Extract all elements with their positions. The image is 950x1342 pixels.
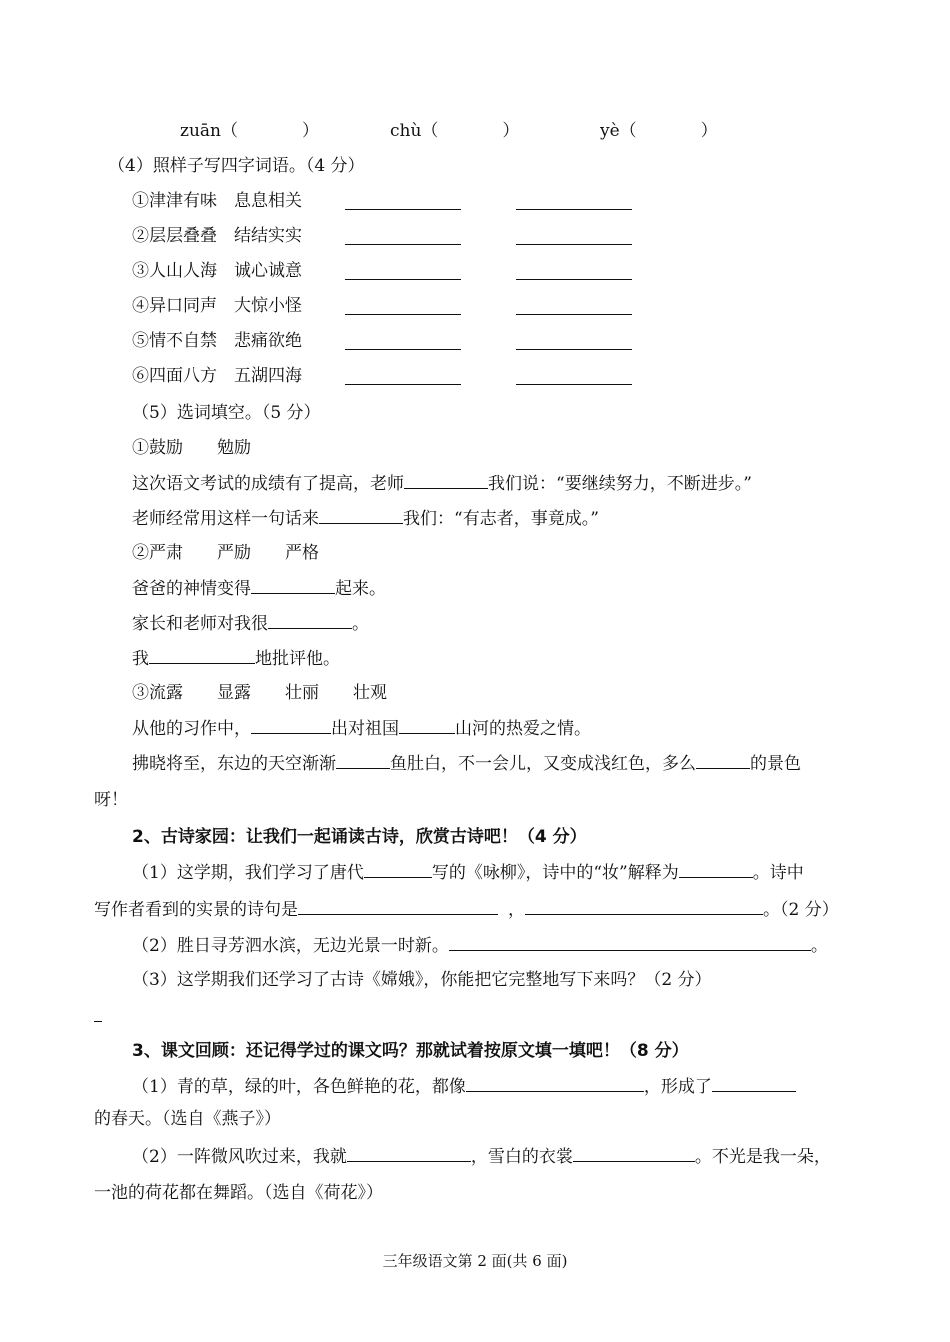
q5-title: （5）选词填空。（5 分） [132, 403, 321, 423]
pinyin-1-close: ） [302, 121, 319, 141]
pinyin-2-close: ） [502, 121, 520, 141]
text: 起来。 [335, 579, 386, 599]
q5-sentence-5 [132, 647, 340, 670]
text: 。诗中 [752, 863, 804, 883]
text: 。 [810, 936, 828, 956]
q4-row-label: ⑤情不自禁 悲痛欲绝 [132, 331, 302, 351]
text: ，雪白的衣裳 [470, 1147, 573, 1167]
q4-row [132, 365, 302, 387]
sec3-q1-cont: 的春天。（选自《燕子》） [94, 1109, 281, 1129]
answer-blank[interactable] [516, 314, 632, 315]
answer-blank[interactable] [696, 752, 750, 769]
answer-blank[interactable] [399, 717, 455, 734]
text: 老师经常用这样一句话来 [132, 509, 319, 529]
text: 的景色 [750, 754, 801, 774]
sec3-q2 [132, 1145, 831, 1168]
answer-blank[interactable] [336, 752, 390, 769]
pinyin-1: zuān（ [180, 121, 238, 141]
answer-blank[interactable] [404, 472, 488, 489]
text: 拂晓将至，东边的天空渐渐 [132, 754, 336, 774]
q5-sentence-7 [132, 752, 801, 775]
section-2-title: 2、古诗家园：让我们一起诵读古诗，欣赏古诗吧！（4 分） [132, 827, 587, 847]
q4-row-label: ⑥四面八方 五湖四海 [132, 366, 302, 386]
answer-blank[interactable] [525, 898, 763, 915]
answer-blank[interactable] [466, 1075, 644, 1092]
text: 。 [352, 614, 369, 634]
answer-blank[interactable] [345, 349, 461, 350]
answer-blank[interactable] [516, 349, 632, 350]
text: （2）一阵微风吹过来，我就 [132, 1147, 347, 1167]
answer-blank[interactable] [449, 934, 811, 951]
q5-sentence-6 [132, 717, 591, 740]
text: 我 [132, 649, 149, 669]
text: 我们说：“要继续努力，不断进步。” [488, 474, 752, 494]
answer-blank[interactable] [345, 209, 461, 210]
answer-blank[interactable] [149, 647, 255, 664]
q4-row-label: ④异口同声 大惊小怪 [132, 296, 302, 316]
answer-blank[interactable] [251, 577, 335, 594]
sec2-q1-cont [94, 898, 839, 921]
answer-blank[interactable] [516, 209, 632, 210]
q4-row-label: ③人山人海 诚心诚意 [132, 261, 302, 281]
answer-blank[interactable] [516, 244, 632, 245]
text: 鱼肚白，不一会儿，又变成浅红色，多么 [390, 754, 696, 774]
answer-blank[interactable] [345, 244, 461, 245]
q4-row [132, 295, 302, 317]
answer-blank[interactable] [573, 1145, 695, 1162]
pinyin-row-3 [600, 120, 718, 142]
q4-title: （4）照样子写四字词语。（4 分） [108, 156, 365, 176]
answer-line-stub[interactable] [94, 1021, 102, 1022]
text: ， [508, 900, 525, 920]
text: ，形成了 [643, 1077, 712, 1097]
sec3-q1 [132, 1075, 796, 1098]
q5-sentence-7-cont: 呀！ [94, 790, 128, 810]
text: 我们：“有志者，事竟成。” [403, 509, 599, 529]
q5-sentence-4 [132, 612, 369, 635]
text: 家长和老师对我很 [132, 614, 268, 634]
q5-sentence-3 [132, 577, 386, 600]
q5-sentence-1 [132, 472, 752, 495]
answer-blank[interactable] [679, 861, 753, 878]
text: 地批评他。 [255, 649, 340, 669]
q4-row [132, 260, 302, 282]
text: 从他的习作中， [132, 719, 251, 739]
text: 写作者看到的实景的诗句是 [94, 900, 298, 920]
answer-blank[interactable] [345, 279, 461, 280]
q5-group-1: ①鼓励 勉励 [132, 438, 251, 458]
answer-blank[interactable] [347, 1145, 471, 1162]
text: 写的《咏柳》，诗中的“妆”解释为 [431, 863, 679, 883]
sec3-q2-cont: 一池的荷花都在舞蹈。（选自《荷花》） [94, 1183, 383, 1203]
answer-blank[interactable] [319, 507, 403, 524]
sec2-q3: （3）这学期我们还学习了古诗《嫦娥》，你能把它完整地写下来吗？（2 分） [132, 970, 712, 990]
text: 。（2 分） [763, 900, 839, 920]
answer-blank[interactable] [345, 314, 461, 315]
pinyin-row-2 [390, 120, 519, 142]
pinyin-2: chù（ [390, 121, 439, 141]
q5-group-2: ②严肃 严励 严格 [132, 543, 319, 563]
text: 。不光是我一朵， [694, 1147, 831, 1167]
q4-row-label: ②层层叠叠 结结实实 [132, 226, 302, 246]
text: 出对祖国 [331, 719, 399, 739]
q5-sentence-2 [132, 507, 599, 530]
sec2-q2 [132, 934, 828, 957]
pinyin-3: yè（ [600, 121, 637, 141]
answer-blank[interactable] [712, 1075, 796, 1092]
text: （1）青的草，绿的叶，各色鲜艳的花，都像 [132, 1077, 466, 1097]
page-footer: 三年级语文第 2 面(共 6 面) [382, 1252, 568, 1270]
answer-blank[interactable] [268, 612, 352, 629]
pinyin-3-close: ） [700, 121, 718, 141]
answer-blank[interactable] [516, 279, 632, 280]
answer-blank[interactable] [516, 384, 632, 385]
text: 山河的热爱之情。 [455, 719, 591, 739]
sec2-q1 [132, 861, 804, 884]
text: 爸爸的神情变得 [132, 579, 251, 599]
q5-group-3: ③流露 显露 壮丽 壮观 [132, 683, 387, 703]
q4-row [132, 225, 302, 247]
answer-blank[interactable] [345, 384, 461, 385]
answer-blank[interactable] [298, 898, 498, 915]
q4-row [132, 330, 302, 352]
pinyin-row [180, 120, 319, 142]
q4-row-label: ①津津有味 息息相关 [132, 191, 302, 211]
text: （1）这学期，我们学习了唐代 [132, 863, 364, 883]
text: （2）胜日寻芳泗水滨，无边光景一时新。 [132, 936, 449, 956]
section-3-title: 3、课文回顾：还记得学过的课文吗？那就试着按原文填一填吧！（8 分） [132, 1041, 689, 1061]
q4-row [132, 190, 302, 212]
answer-blank[interactable] [364, 861, 432, 878]
text: 这次语文考试的成绩有了提高，老师 [132, 474, 404, 494]
answer-blank[interactable] [251, 717, 331, 734]
